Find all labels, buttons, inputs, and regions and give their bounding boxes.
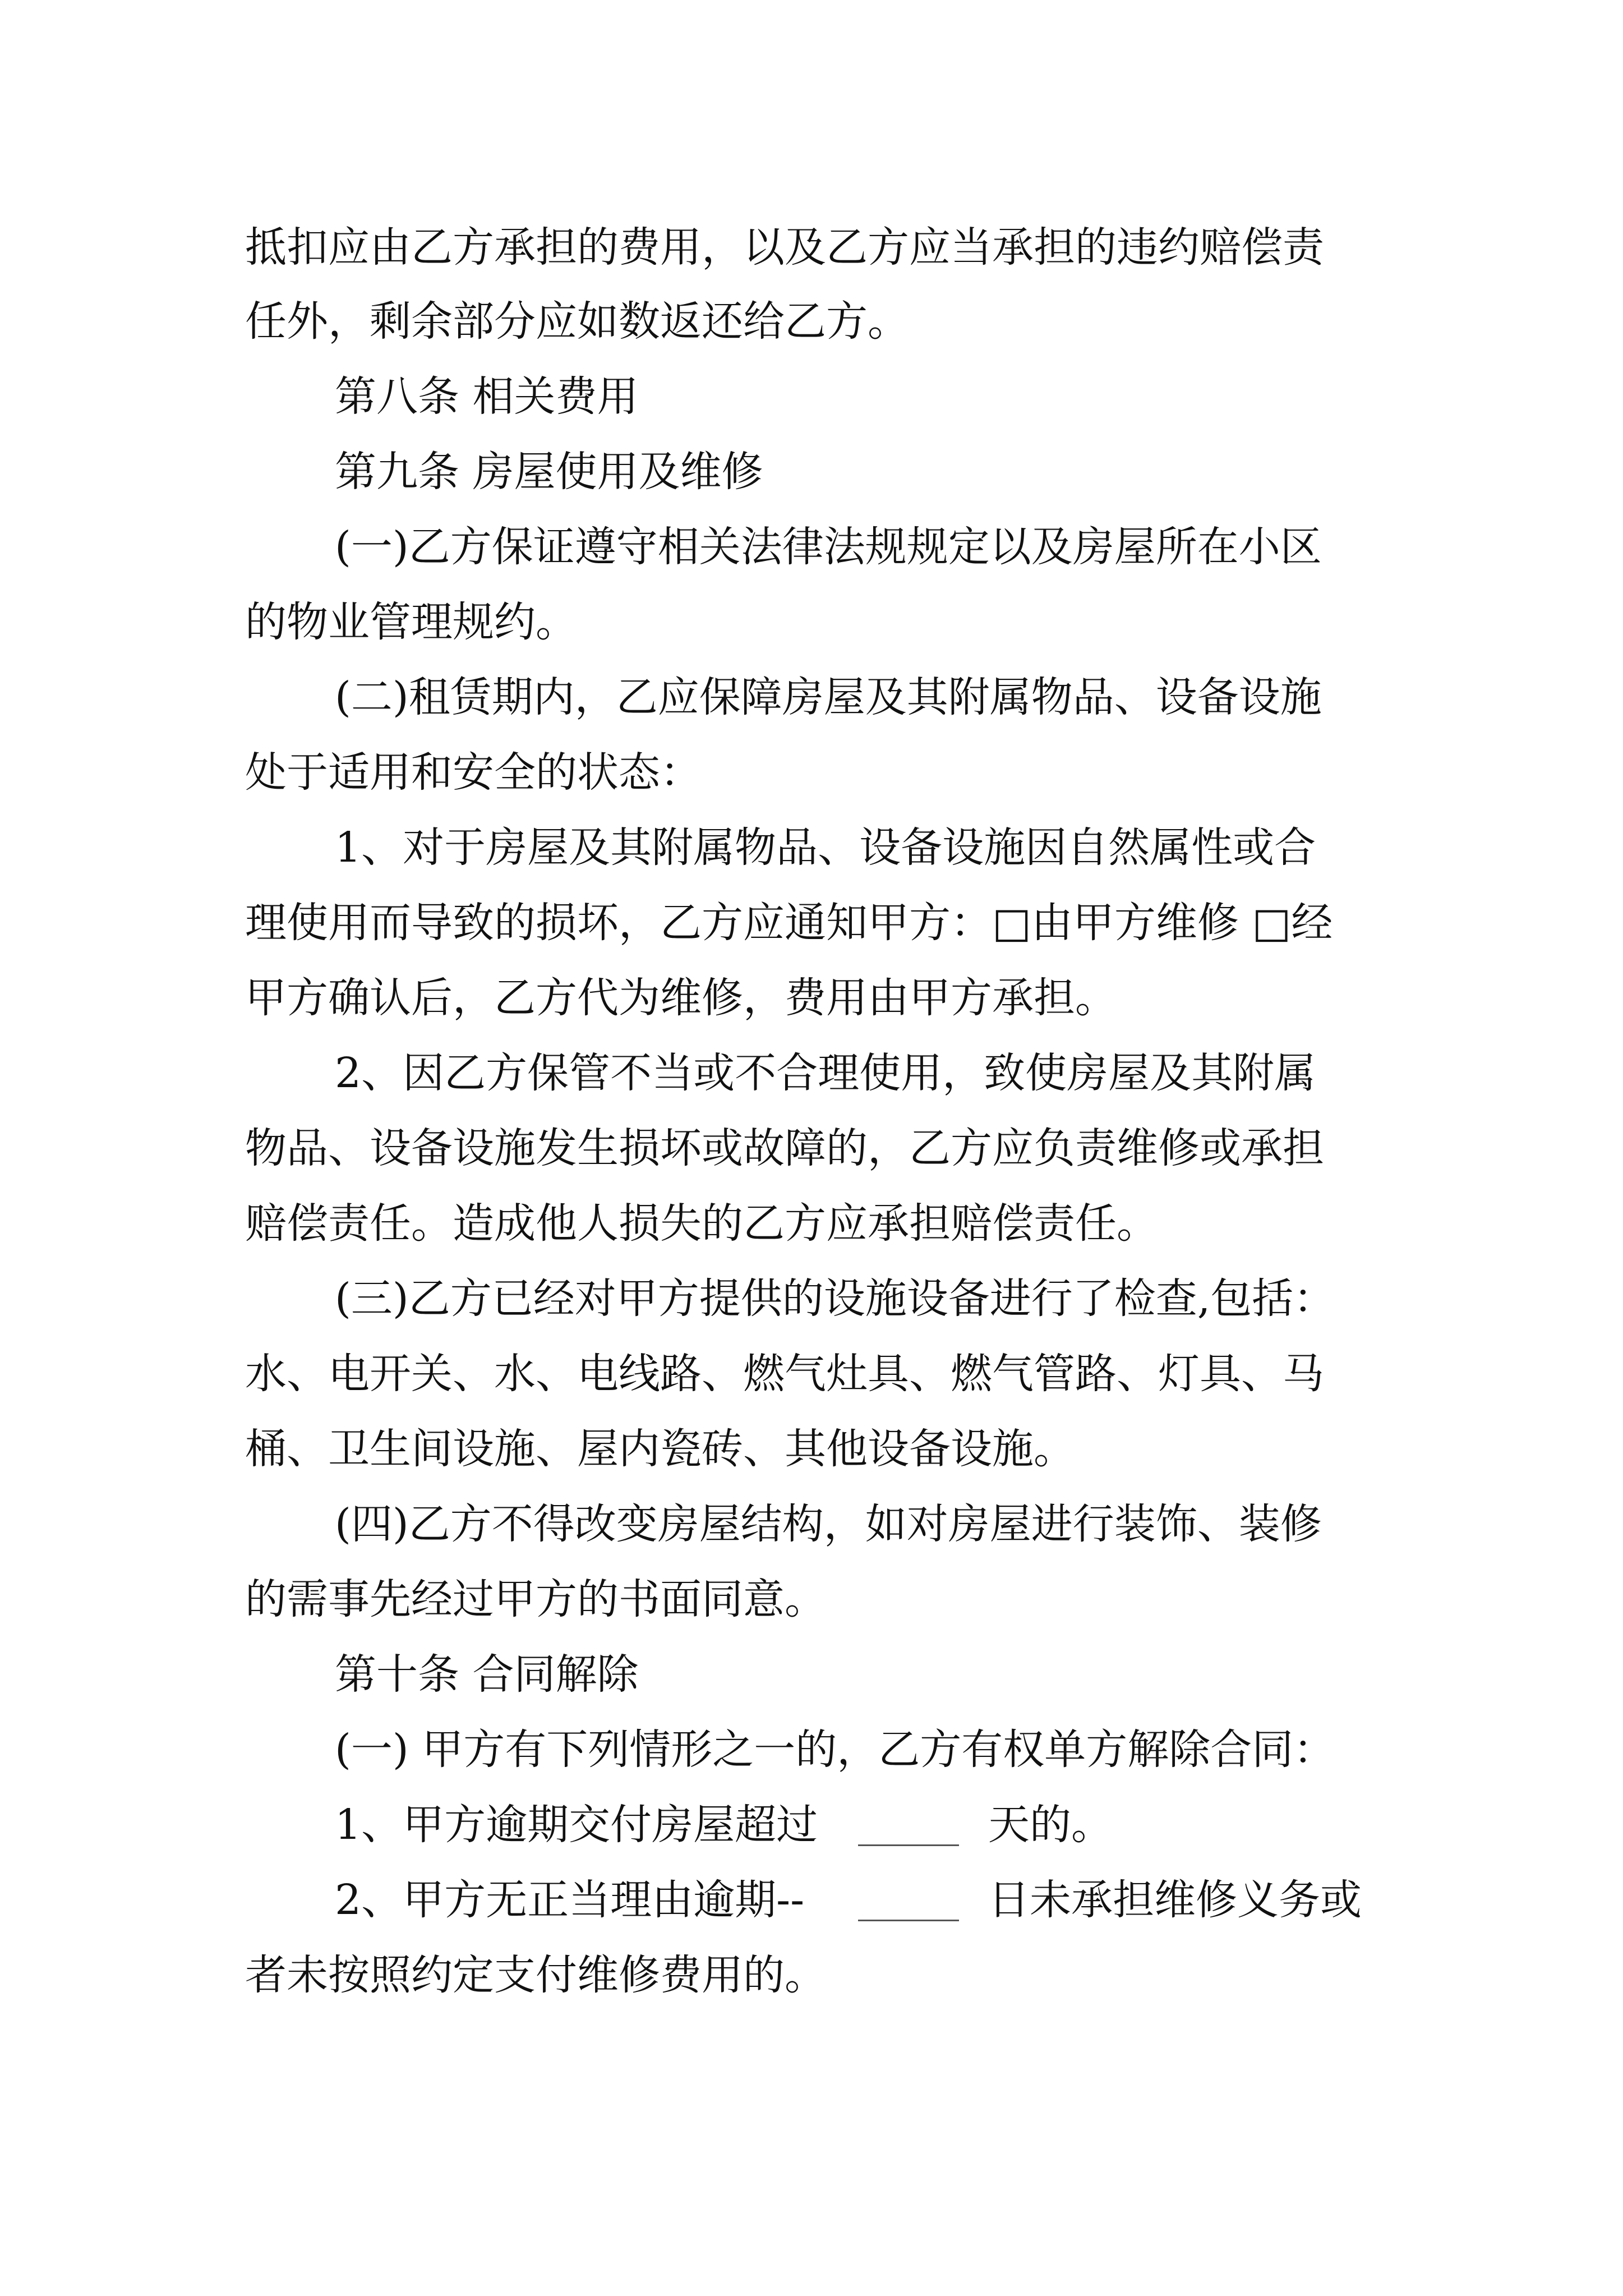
line-text: 赔偿责任。造成他人损失的乙方应承担赔偿责任。 <box>245 1199 1158 1248</box>
line-text: 第九条 房屋使用及维修 <box>335 448 763 496</box>
paragraph-line-with-blank <box>0 1800 1623 1850</box>
line-text: 任外，剩余部分应如数返还给乙方。 <box>245 297 909 346</box>
paragraph-line-with-blank <box>0 1875 1623 1925</box>
paragraph-line <box>0 1499 1623 1549</box>
line-text: 天的。 <box>988 1801 1113 1849</box>
paragraph-line <box>0 747 1623 798</box>
paragraph-line <box>0 973 1623 1023</box>
paragraph-line <box>0 1574 1623 1625</box>
paragraph-line <box>0 222 1623 273</box>
paragraph-line <box>0 1198 1623 1249</box>
line-text: 理使用而导致的损坏，乙方应通知甲方：□由甲方维修 □经 <box>245 899 1333 947</box>
paragraph-line <box>0 1724 1623 1775</box>
paragraph-line <box>0 522 1623 572</box>
line-text: 2、因乙方保管不当或不合理使用，致使房屋及其附属 <box>335 1049 1316 1097</box>
paragraph-line <box>0 898 1623 948</box>
line-text: 2、甲方无正当理由逾期-- <box>335 1876 805 1924</box>
paragraph-line <box>0 1048 1623 1098</box>
article-heading <box>0 1649 1623 1700</box>
paragraph-line <box>0 672 1623 723</box>
fill-in-blank[interactable] <box>858 1875 959 1921</box>
line-text: 甲方确认后，乙方代为维修，费用由甲方承担。 <box>245 974 1117 1022</box>
fill-in-blank[interactable] <box>858 1800 959 1846</box>
line-text: 水、电开关、水、电线路、燃气灶具、燃气管路、灯具、马 <box>245 1350 1324 1398</box>
line-text: (一)乙方保证遵守相关法律法规规定以及房屋所在小区 <box>335 523 1322 571</box>
line-text: 者未按照约定支付维修费用的。 <box>245 1951 826 1999</box>
line-text: 物品、设备设施发生损坏或故障的，乙方应负责维修或承担 <box>245 1124 1324 1172</box>
paragraph-line <box>0 1424 1623 1474</box>
line-text: (四)乙方不得改变房屋结构，如对房屋进行装饰、装修 <box>335 1500 1322 1548</box>
line-text: 1、甲方逾期交付房屋超过 <box>335 1801 818 1849</box>
line-text: 第十条 合同解除 <box>335 1650 639 1699</box>
paragraph-line <box>0 296 1623 347</box>
line-text: (三)乙方已经对甲方提供的设施设备进行了检查,包括： <box>335 1274 1335 1323</box>
line-text: 桶、卫生间设施、屋内瓷砖、其他设备设施。 <box>245 1425 1075 1473</box>
line-text: 的需事先经过甲方的书面同意。 <box>245 1575 826 1623</box>
article-heading <box>0 447 1623 497</box>
line-text: 第八条 相关费用 <box>335 372 639 421</box>
paragraph-line <box>0 1123 1623 1174</box>
article-heading <box>0 371 1623 422</box>
paragraph-line <box>0 1950 1623 2000</box>
line-text: 处于适用和安全的状态： <box>245 748 702 797</box>
line-text: 日未承担维修义务或 <box>988 1876 1362 1924</box>
paragraph-line <box>0 1349 1623 1399</box>
line-text: 抵扣应由乙方承担的费用，以及乙方应当承担的违约赔偿责 <box>245 223 1324 272</box>
line-text: 1、对于房屋及其附属物品、设备设施因自然属性或合 <box>335 823 1316 872</box>
paragraph-line <box>0 822 1623 873</box>
line-text: (一) 甲方有下列情形之一的，乙方有权单方解除合同： <box>335 1726 1335 1774</box>
paragraph-line <box>0 1273 1623 1324</box>
paragraph-line <box>0 597 1623 647</box>
line-text: (二)租赁期内，乙应保障房屋及其附属物品、设备设施 <box>335 673 1322 721</box>
line-text: 的物业管理规约。 <box>245 598 577 646</box>
